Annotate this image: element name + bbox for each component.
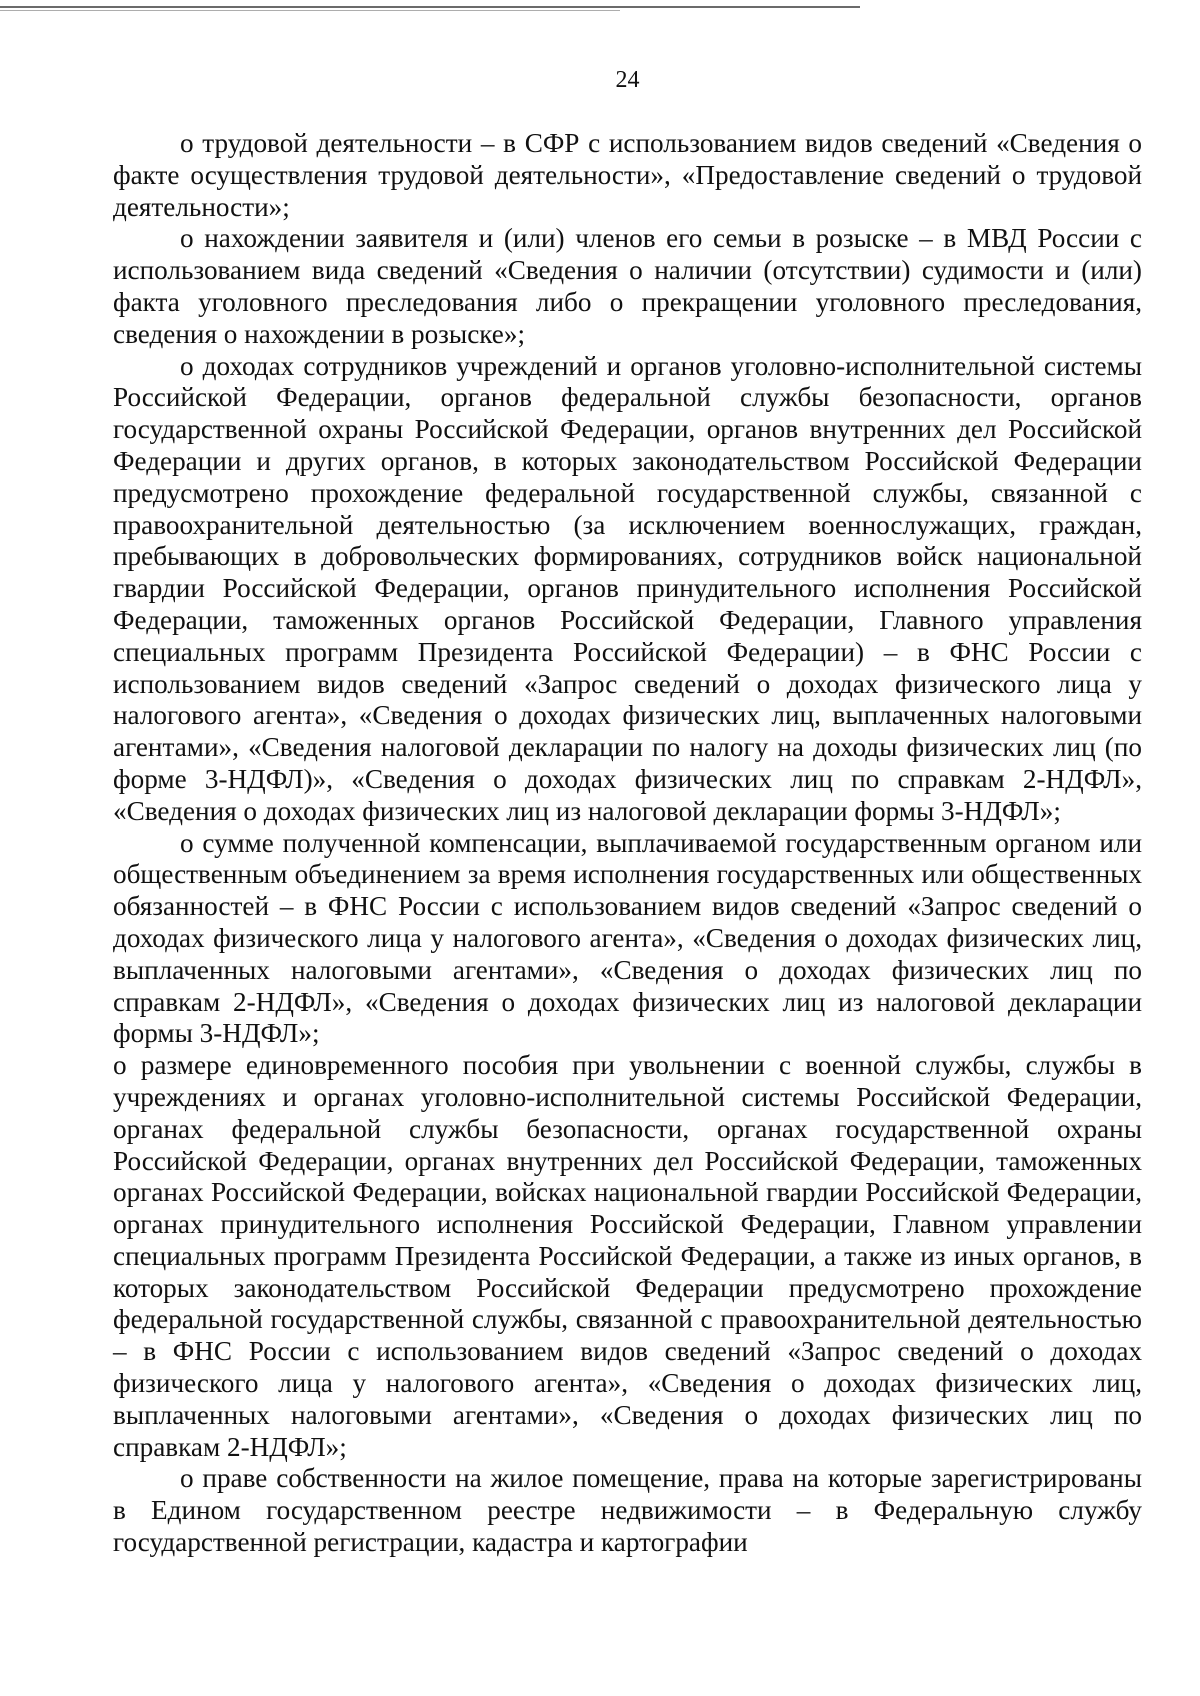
paragraph-labor-activity: о трудовой деятельности – в СФР с использованием видов сведений «Сведения о факте осуществления трудовой деятельности», «Предоставление сведений о трудовой деятельности»; [113,128,1142,222]
paragraph-wanted-status: о нахождении заявителя и (или) членов его семьи в розыске – в МВД России с использованием вида сведений «Сведения о наличии (отсутствии) судимости и (или) факта уголовного преследования либо о прекращении уголовного преследования, сведения о нахождении в розыске»; [113,223,1142,349]
scan-edge-line-secondary [0,10,620,11]
paragraph-compensation-amount: о сумме полученной компенсации, выплачиваемой государственным органом или общественным объединением за время исполнения государственных или общественных обязанностей – в ФНС России с использованием видов сведений «Запрос сведений о доходах физического лица у налогового агента», «Сведения о доходах физических лиц, выплаченных налоговыми агентами», «Сведения о доходах физических лиц по справкам 2-НДФЛ», «Сведения о доходах физических лиц из налоговой декларации формы 3-НДФЛ»; [113,827,1142,1049]
paragraph-severance-allowance: о размере единовременного пособия при увольнении с военной службы, службы в учреждениях и органах уголовно-исполнительной системы Российской Федерации, органах федеральной службы безопасности, органах государственной охраны Российской Федерации, органах внутренних дел Российской Федерации, таможенных органах Российской Федерации, войсках национальной гвардии Российской Федерации, органах принудительного исполнения Российской Федерации, Главном управлении специальных программ Президента Российской Федерации, а также из иных органов, в которых законодательством Российской Федерации предусмотрено прохождение федеральной государственной службы, связанной с правоохранительной деятельностью – в ФНС России с использованием видов сведений «Запрос сведений о доходах физического лица у налогового агента», «Сведения о доходах физических лиц, выплаченных налоговыми агентами», «Сведения о доходах физических лиц по справкам 2-НДФЛ»; [113,1050,1142,1462]
paragraph-property-rights: о праве собственности на жилое помещение, права на которые зарегистрированы в Едином государственном реестре недвижимости – в Федеральную службу государственной регистрации, кадастра и картографии [113,1463,1142,1558]
page-number: 24 [615,67,640,93]
paragraph-employee-income: о доходах сотрудников учреждений и органов уголовно-исполнительной системы Российской Федерации, органов федеральной службы безопасности, органов государственной охраны Российской Федерации, органов внутренних дел Российской Федерации и других органов, в которых законодательством Российской Федерации предусмотрено прохождение федеральной государственной службы, связанной с правоохранительной деятельностью (за исключением военнослужащих, граждан, пребывающих в добровольческих формированиях, сотрудников войск национальной гвардии Российской Федерации, органов принудительного исполнения Российской Федерации, таможенных органов Российской Федерации, Главного управления специальных программ Президента Российской Федерации) – в ФНС России с использованием видов сведений «Запрос сведений о доходах физического лица у налогового агента», «Сведения о доходах физических лиц, выплаченных налоговыми агентами», «Сведения налоговой декларации по налогу на доходы физических лиц (по форме 3-НДФЛ)», «Сведения о доходах физических лиц по справкам 2-НДФЛ», «Сведения о доходах физических лиц из налоговой декларации формы 3-НДФЛ»; [113,350,1142,826]
scan-edge-line [0,6,860,8]
document-page [113,60,1142,1559]
